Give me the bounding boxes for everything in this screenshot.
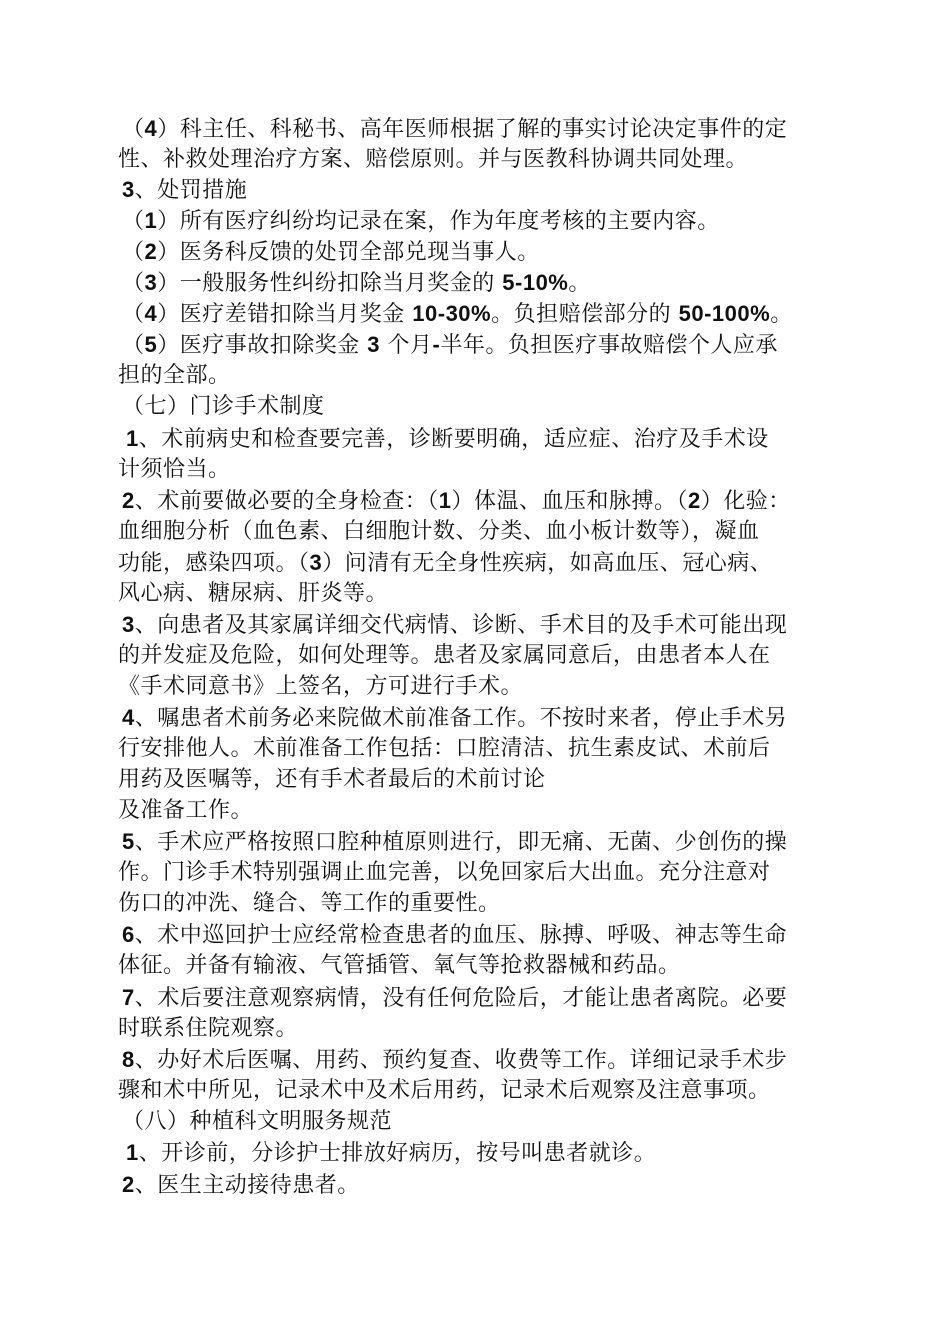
text-run: 、术前要做必要的全身检查：（ [134,489,439,514]
text-run: 功能，感染四项。（ [118,551,310,576]
text-run: ）问清有无全身性疾病，如高血压、冠心病、 [322,551,773,576]
text-line [118,858,771,888]
text-line [118,455,231,485]
bold-run: 5 [144,332,158,357]
text-line [126,1138,656,1169]
text-run: 个月 [380,333,433,358]
text-run: （七）门诊手术制度 [122,394,325,419]
text-run: 。负担赔偿部分的 [491,302,679,327]
text-run: 担的全部。 [118,363,231,388]
text-line [122,330,778,361]
text-run: 计须恰当。 [118,457,231,482]
text-line [126,424,769,455]
text-run: 时联系住院观察。 [118,1016,299,1041]
text-line [118,796,253,826]
text-run: 《手术同意书》上签名，方可进行手术。 [118,674,524,699]
text-line [122,175,247,206]
text-line [122,983,787,1014]
bold-run: 3 [367,332,381,357]
text-run: （ [122,117,145,142]
text-run: 、医生主动接待患者。 [134,1173,360,1198]
text-line [122,1045,787,1076]
bold-run: 5 [122,829,135,854]
text-run: 体征。并备有输液、气管插管、氧气等抢救器械和药品。 [118,953,681,978]
text-run: 。 [568,271,591,296]
text-run: ）体温、血压和脉搏。（ [451,489,689,514]
text-run: ）一般服务性纠纷扣除当月奖金的 [157,271,503,296]
bold-run: 10-30% [412,301,492,326]
text-line [122,703,787,734]
text-line [118,889,501,919]
text-run: 用药及医嘱等，还有手术者最后的术前讨论 [118,767,546,792]
text-line [122,920,787,951]
text-line [122,486,791,517]
text-run: 、术后要注意观察病情，没有任何危险后，才能让患者离院。必要 [134,986,788,1011]
text-line [122,392,325,422]
text-run: 伤口的冲洗、缝合、等工作的重要性。 [118,891,501,916]
text-line [118,734,771,764]
text-run: 作。门诊手术特别强调止血完善，以免回家后大出血。充分注意对 [118,860,771,885]
bold-run: 1 [438,488,452,513]
bold-run: 2 [688,488,701,513]
text-run: ）所有医疗纠纷均记录在案，作为年度考核的主要内容。 [157,209,720,234]
text-line [118,1076,771,1106]
text-line [118,951,681,981]
bold-run: 3 [122,177,135,202]
text-run: 、向患者及其家属详细交代病情、诊断、手术目的及手术可能出现 [134,613,788,638]
text-run: 、嘱患者术前务必来院做术前准备工作。不按时来者，停止手术另 [134,706,788,731]
text-line [122,114,787,145]
text-run: ）医务科反馈的处罚全部兑现当事人。 [157,240,540,265]
text-run: 、办好术后医嘱、用药、预约复查、收费等工作。详细记录手术步 [134,1048,788,1073]
text-line [118,517,760,547]
text-run: 行安排他人。术前准备工作包括：口腔清洁、抗生素皮试、术前后 [118,736,771,761]
text-line [118,145,748,175]
text-run: 。 [770,302,793,327]
text-line [118,361,231,391]
text-run: 血细胞分析（血色素、白细胞计数、分类、血小板计数等），凝血 [118,519,760,544]
text-run: 风心病、糖尿病、肝炎等。 [118,581,389,606]
text-line [122,299,793,330]
text-run: ）医疗差错扣除当月奖金 [157,302,413,327]
text-line [122,237,540,268]
bold-run: 8 [122,1047,135,1072]
text-run: （ [122,271,145,296]
text-run: 骤和术中所见，记录术中及术后用药，记录术后观察及注意事项。 [118,1078,771,1103]
bold-run: 1 [126,426,139,451]
bold-run: 4 [144,116,158,141]
bold-run: 7 [122,985,135,1010]
text-run: 、开诊前，分诊护士排放好病历，按号叫患者就诊。 [138,1141,657,1166]
text-run: （八）种植科文明服务规范 [122,1109,393,1134]
text-run: 的并发症及危险，如何处理等。患者及家属同意后，由患者本人在 [118,643,771,668]
text-line [118,765,546,795]
text-line [122,206,720,237]
text-line [122,610,787,641]
bold-run: 2 [122,488,135,513]
text-run: 及准备工作。 [118,798,254,823]
text-run: 、处罚措施 [134,178,248,203]
text-run: （ [122,209,145,234]
bold-run: 50-100% [678,301,771,326]
bold-run: 4 [122,705,135,730]
text-run: ）医疗事故扣除奖金 [157,333,368,358]
text-line [122,1170,360,1201]
bold-run: 2 [144,239,158,264]
text-line [118,672,523,702]
bold-run: 5-10% [502,270,569,295]
text-run: 性、补救处理治疗方案、赔偿原则。并与医教科协调共同处理。 [118,147,749,172]
text-line [118,548,772,579]
text-run: 、术中巡回护士应经常检查患者的血压、脉搏、呼吸、神志等生命 [134,923,788,948]
bold-run: 2 [122,1172,135,1197]
text-run: （ [122,240,145,265]
bold-run: 3 [144,270,158,295]
bold-run: 1 [144,208,158,233]
text-line [122,268,591,299]
text-run: （ [122,333,145,358]
bold-run: 4 [144,301,158,326]
text-line [118,641,771,671]
bold-run: 3 [309,550,323,575]
bold-run: 3 [122,612,135,637]
text-line [122,827,787,858]
text-run: ）化验： [700,489,791,514]
text-line [118,1014,298,1044]
bold-run: 6 [122,922,135,947]
text-line [122,1107,392,1137]
text-run: ）科主任、科秘书、高年医师根据了解的事实讨论决定事件的定 [157,117,788,142]
text-run: 、术前病史和检查要完善，诊断要明确，适应症、治疗及手术设 [138,427,769,452]
text-run: （ [122,302,145,327]
text-run: 、手术应严格按照口腔种植原则进行，即无痛、无菌、少创伤的操 [134,830,788,855]
bold-run: - [432,332,441,357]
text-line [118,579,388,609]
text-run: 半年。负担医疗事故赔偿个人应承 [440,333,778,358]
bold-run: 1 [126,1140,139,1165]
